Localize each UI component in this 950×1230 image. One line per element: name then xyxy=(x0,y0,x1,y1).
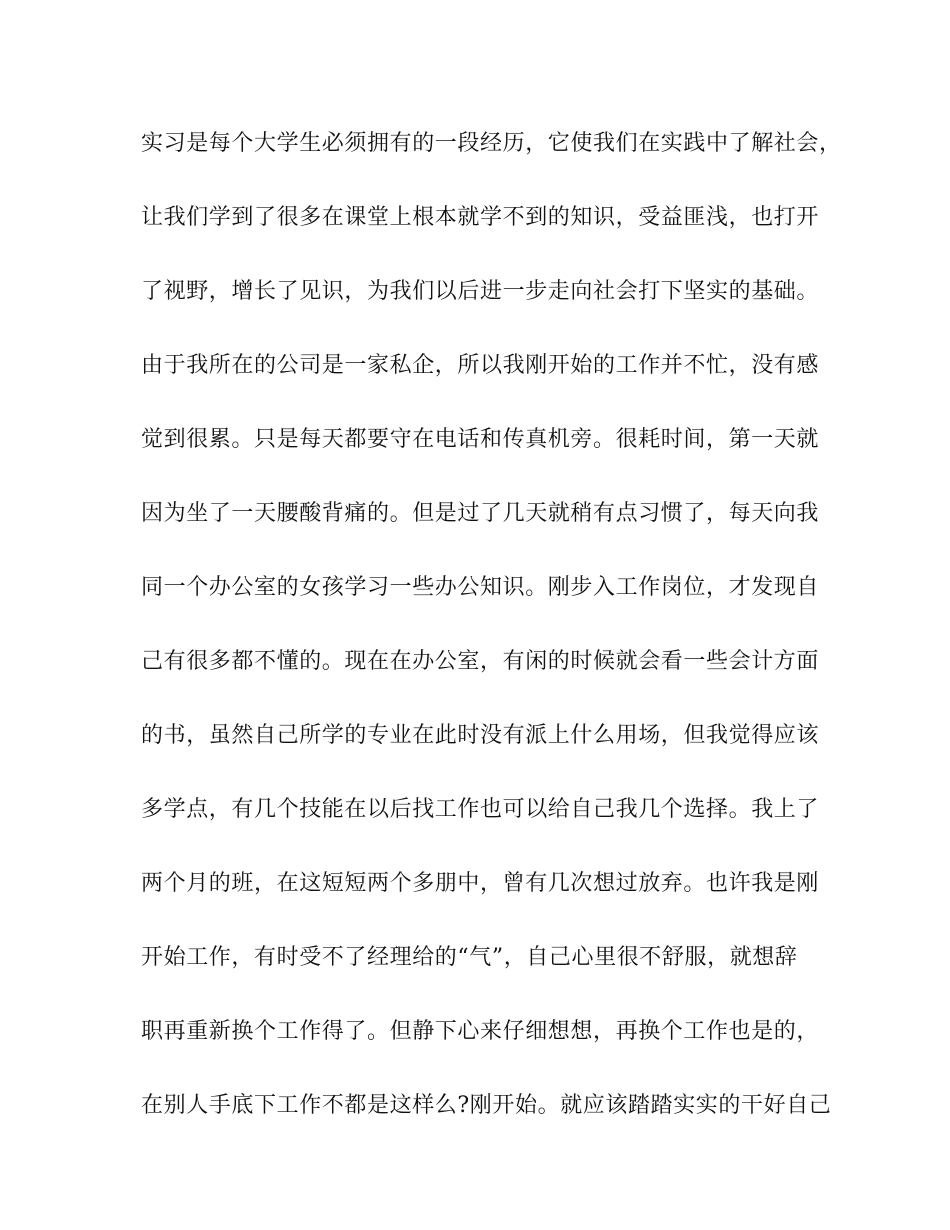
text-line: 同一个办公室的女孩学习一些办公知识。刚步入工作岗位，才发现自 xyxy=(141,575,820,600)
text-line: 两个月的班，在这短短两个多朋中，曾有几次想过放弃。也许我是刚 xyxy=(141,871,820,896)
text-line: 了视野，增长了见识，为我们以后进一步走向社会打下坚实的基础。 xyxy=(141,279,820,304)
text-line: 开始工作，有时受不了经理给的“气”，自己心里很不舒服，就想辞 xyxy=(141,945,798,970)
text-line: 职再重新换个工作得了。但静下心来仔细想想，再换个工作也是的， xyxy=(141,1019,820,1044)
text-line: 多学点，有几个技能在以后找工作也可以给自己我几个选择。我上了 xyxy=(141,797,820,822)
text-line: 由于我所在的公司是一家私企，所以我刚开始的工作并不忙，没有感 xyxy=(141,353,820,378)
text-line: 因为坐了一天腰酸背痛的。但是过了几天就稍有点习惯了，每天向我 xyxy=(141,501,820,526)
text-line: 让我们学到了很多在课堂上根本就学不到的知识，受益匪浅，也打开 xyxy=(141,205,820,230)
text-line: 的书，虽然自己所学的专业在此时没有派上什么用场，但我觉得应该 xyxy=(141,723,820,748)
text-line: 己有很多都不懂的。现在在办公室，有闲的时候就会看一些会计方面 xyxy=(141,649,820,674)
text-line: 实习是每个大学生必须拥有的一段经历，它使我们在实践中了解社会， xyxy=(141,131,842,156)
text-line: 在别人手底下工作不都是这样么?刚开始。就应该踏踏实实的干好自己 xyxy=(141,1093,832,1118)
text-line: 觉到很累。只是每天都要守在电话和传真机旁。很耗时间，第一天就 xyxy=(141,427,820,452)
body-text xyxy=(141,122,842,1158)
